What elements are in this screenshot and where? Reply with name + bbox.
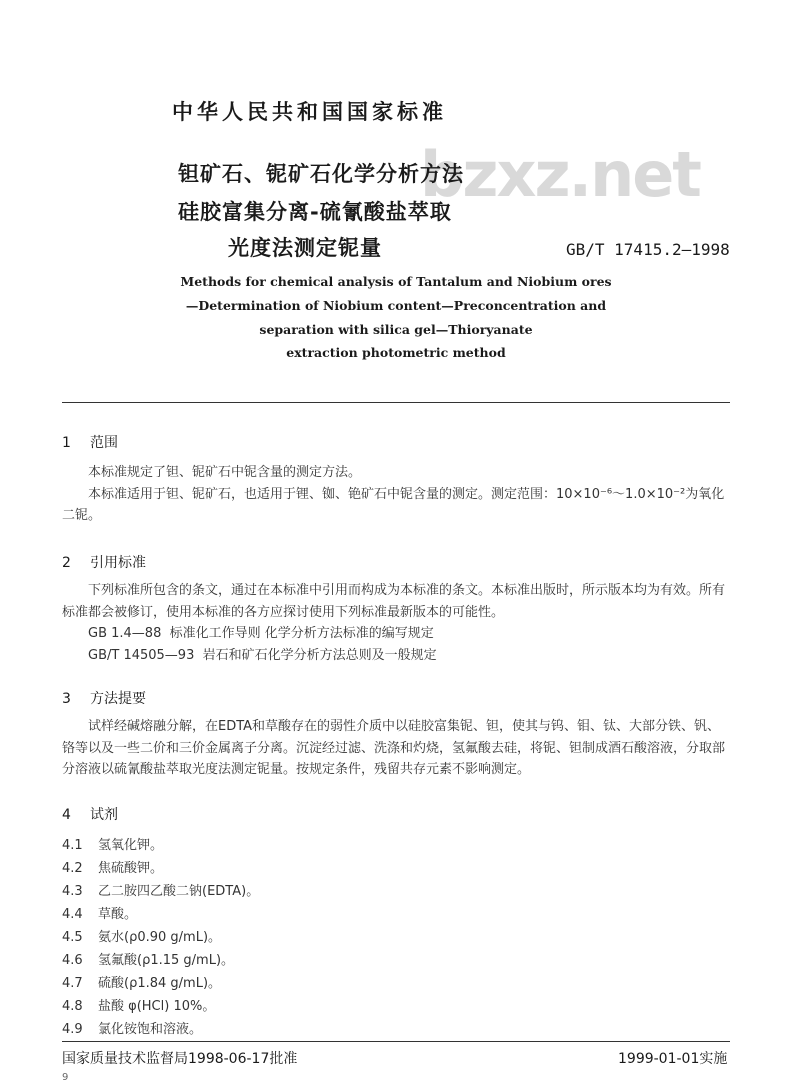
item-number: 4.1 bbox=[62, 838, 83, 853]
item-text: 盐酸 φ(HCl) 10%。 bbox=[98, 999, 216, 1014]
item-text: 氢氟酸(ρ1.15 g/mL)。 bbox=[98, 953, 235, 968]
section-4-heading bbox=[62, 804, 118, 824]
item-text: 氢氧化钾。 bbox=[98, 838, 164, 853]
title-line-1: 钽矿石、铌矿石化学分析方法 bbox=[178, 162, 464, 186]
item-number: 4.2 bbox=[62, 861, 83, 876]
item-number: 4.5 bbox=[62, 930, 83, 945]
section-title: 范围 bbox=[90, 435, 118, 451]
reference-item bbox=[62, 645, 730, 667]
item-number: 4.4 bbox=[62, 907, 83, 922]
reagent-item bbox=[62, 1018, 202, 1037]
reagent-item bbox=[62, 880, 259, 899]
page-number: 9 bbox=[62, 1072, 69, 1083]
item-number: 4.3 bbox=[62, 884, 83, 899]
item-number: 4.7 bbox=[62, 976, 83, 991]
reagent-item bbox=[62, 972, 221, 991]
national-standard-header: 中华人民共和国国家标准 bbox=[172, 100, 447, 124]
footer-divider bbox=[62, 1041, 730, 1042]
reference-code: GB/T 14505—93 bbox=[88, 647, 195, 663]
section-title: 试剂 bbox=[90, 807, 118, 823]
section-2-body bbox=[62, 580, 730, 666]
section-3-heading bbox=[62, 688, 146, 708]
watermark: bzxz.net bbox=[420, 138, 700, 211]
reagent-item bbox=[62, 857, 163, 876]
section-1-body bbox=[62, 462, 730, 527]
item-number: 4.8 bbox=[62, 999, 83, 1014]
reference-title: 标准化工作导则 化学分析方法标准的编写规定 bbox=[169, 626, 434, 641]
reagent-item bbox=[62, 995, 215, 1014]
paragraph: 本标准适用于钽、铌矿石，也适用于锂、铷、铯矿石中铌含量的测定。测定范围：10×10⁻⁶～1.0×10⁻²为氧化二铌。 bbox=[62, 486, 725, 523]
section-3-body bbox=[62, 716, 730, 781]
english-title-line: —Determination of Niobium content—Preconcentration and bbox=[185, 298, 607, 313]
implementation-date: 1999-01-01实施 bbox=[618, 1051, 728, 1067]
title-line-2: 硅胶富集分离-硫氰酸盐萃取 bbox=[178, 200, 452, 224]
paragraph: 试样经碱熔融分解，在EDTA和草酸存在的弱性介质中以硅胶富集铌、钽，使其与钨、钼、钛、大部分铁、钒、铬等以及一些二价和三价金属离子分离。沉淀经过滤、洗涤和灼烧，氢氟酸去硅，将铌、钽制成酒石酸溶液，分取部分溶液以硫氰酸盐萃取光度法测定铌量。按规定条件，残留共存元素不影响测定。 bbox=[62, 719, 726, 777]
reference-item bbox=[62, 623, 730, 645]
section-number: 2 bbox=[62, 555, 71, 571]
reagent-item bbox=[62, 949, 234, 968]
section-number: 3 bbox=[62, 691, 71, 707]
approval-date: 国家质量技术监督局1998-06-17批准 bbox=[62, 1051, 298, 1067]
english-title-line: separation with silica gel—Thioryanate bbox=[259, 322, 533, 337]
english-title-line: Methods for chemical analysis of Tantalum and Niobium ores bbox=[180, 274, 612, 289]
item-text: 氨水(ρ0.90 g/mL)。 bbox=[98, 930, 222, 945]
reference-title: 岩石和矿石化学分析方法总则及一般规定 bbox=[202, 647, 437, 663]
item-text: 草酸。 bbox=[98, 907, 138, 922]
item-text: 乙二胺四乙酸二钠(EDTA)。 bbox=[98, 884, 260, 899]
paragraph: 本标准规定了钽、铌矿石中铌含量的测定方法。 bbox=[88, 465, 362, 480]
item-number: 4.9 bbox=[62, 1022, 83, 1037]
section-title: 引用标准 bbox=[90, 555, 146, 571]
english-title-line: extraction photometric method bbox=[286, 345, 506, 360]
item-number: 4.6 bbox=[62, 953, 83, 968]
header-divider bbox=[62, 402, 730, 403]
item-text: 氯化铵饱和溶液。 bbox=[98, 1022, 203, 1037]
reference-code: GB 1.4—88 bbox=[88, 626, 162, 641]
section-number: 1 bbox=[62, 435, 71, 451]
section-1-heading bbox=[62, 432, 118, 452]
title-line-3: 光度法测定铌量 bbox=[228, 236, 382, 260]
reagent-item bbox=[62, 903, 137, 922]
reagent-item bbox=[62, 926, 221, 945]
paragraph: 下列标准所包含的条文，通过在本标准中引用而构成为本标准的条文。本标准出版时，所示版本均为有效。所有标准都会被修订，使用本标准的各方应探讨使用下列标准最新版本的可能性。 bbox=[62, 583, 726, 620]
item-text: 硫酸(ρ1.84 g/mL)。 bbox=[98, 976, 222, 991]
item-text: 焦硫酸钾。 bbox=[98, 861, 164, 876]
section-number: 4 bbox=[62, 807, 71, 823]
standard-number: GB/T 17415.2—1998 bbox=[566, 240, 730, 259]
section-title: 方法提要 bbox=[90, 691, 146, 707]
reagent-item bbox=[62, 834, 163, 853]
section-2-heading bbox=[62, 552, 146, 572]
